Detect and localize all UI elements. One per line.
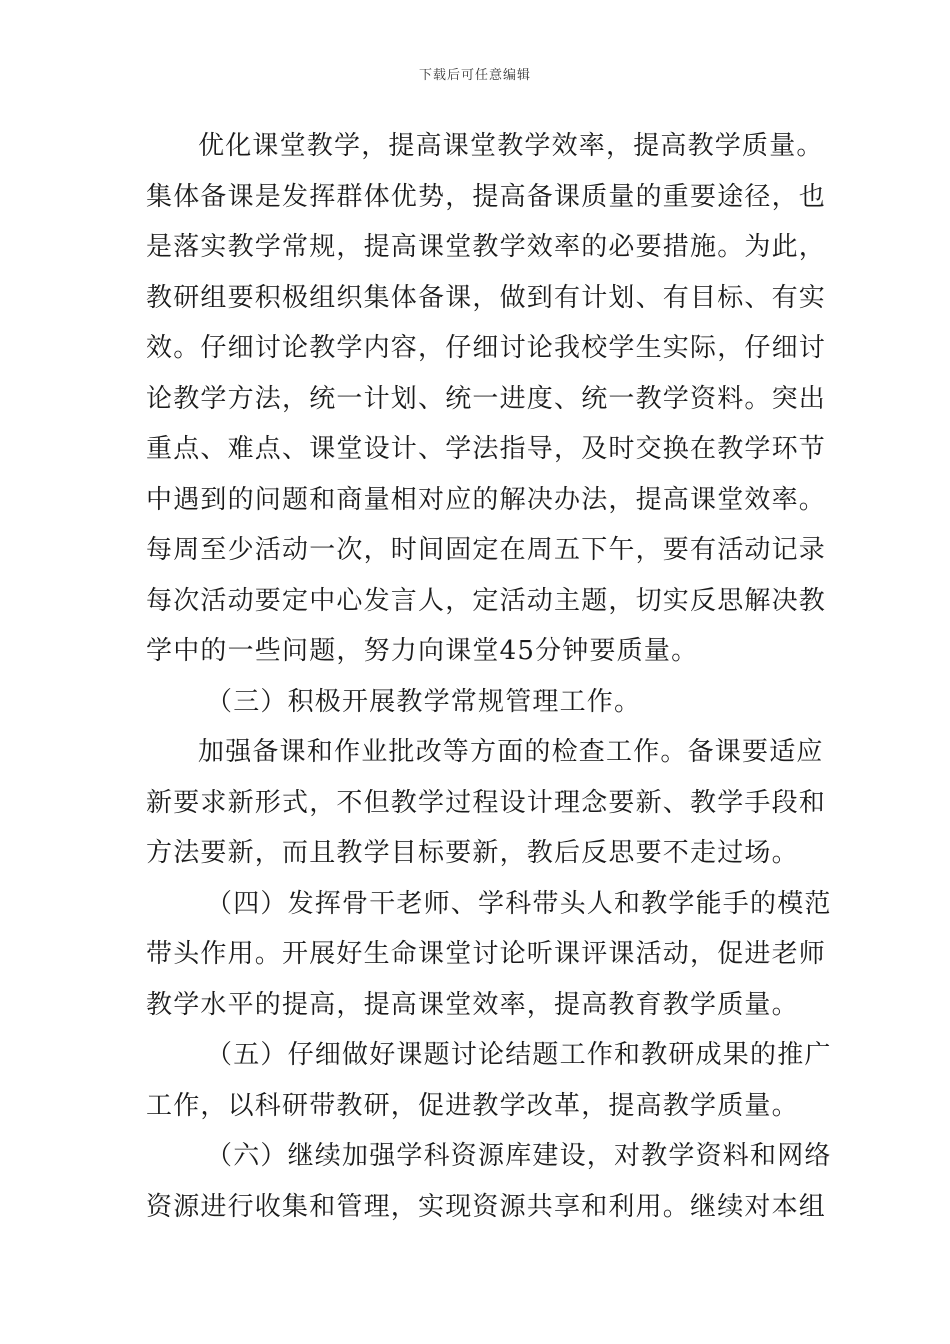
text-line: 是落实教学常规，提高课堂教学效率的必要措施。为此，	[146, 232, 827, 262]
text-line: 新要求新形式，不但教学过程设计理念要新、教学手段和	[146, 787, 827, 818]
page-header-watermark: 下载后可任意编辑	[418, 68, 531, 83]
text-line: 优化课堂教学，提高课堂教学效率，提高教学质量。	[198, 131, 824, 161]
document-body	[146, 126, 832, 1237]
text-line: 每次活动要定中心发言人，定活动主题，切实反思解决教	[146, 585, 827, 616]
section-heading: （三）积极开展教学常规管理工作。	[206, 686, 642, 717]
text-line: 加强备课和作业批改等方面的检查工作。备课要适应	[198, 737, 824, 767]
text-line: 方法要新，而且教学目标要新，教后反思要不走过场。	[146, 838, 799, 868]
text-line: 重点、难点、课堂设计、学法指导，及时交换在教学环节	[146, 434, 827, 464]
text-line: 效。仔细讨论教学内容，仔细讨论我校学生实际，仔细讨	[146, 333, 827, 363]
text-line: 带头作用。开展好生命课堂讨论听课评课活动，促进老师	[146, 939, 827, 969]
text-line: 集体备课是发挥群体优势，提高备课质量的重要途径，也	[146, 181, 827, 212]
section-heading: （四）发挥骨干老师、学科带头人和教学能手的模范	[206, 888, 832, 919]
section-heading: （六）继续加强学科资源库建设，对教学资料和网络	[206, 1141, 832, 1171]
text-line: 中遇到的问题和商量相对应的解决办法，提高课堂效率。	[146, 484, 827, 515]
text-line: 工作，以科研带教研，促进教学改革，提高教学质量。	[146, 1090, 799, 1121]
text-line: 论教学方法，统一计划、统一进度、统一教学资料。突出	[146, 383, 827, 414]
text-line: 教研组要积极组织集体备课，做到有计划、有目标、有实	[146, 282, 827, 313]
text-line: 每周至少活动一次，时间固定在周五下午，要有活动记录	[146, 535, 827, 565]
text-line: 学中的一些问题，努力向课堂45分钟要质量。	[146, 636, 699, 666]
section-heading: （五）仔细做好课题讨论结题工作和教研成果的推广	[206, 1040, 832, 1070]
text-line: 资源进行收集和管理，实现资源共享和利用。继续对本组	[146, 1191, 827, 1222]
text-line: 教学水平的提高，提高课堂效率，提高教育教学质量。	[146, 989, 799, 1020]
